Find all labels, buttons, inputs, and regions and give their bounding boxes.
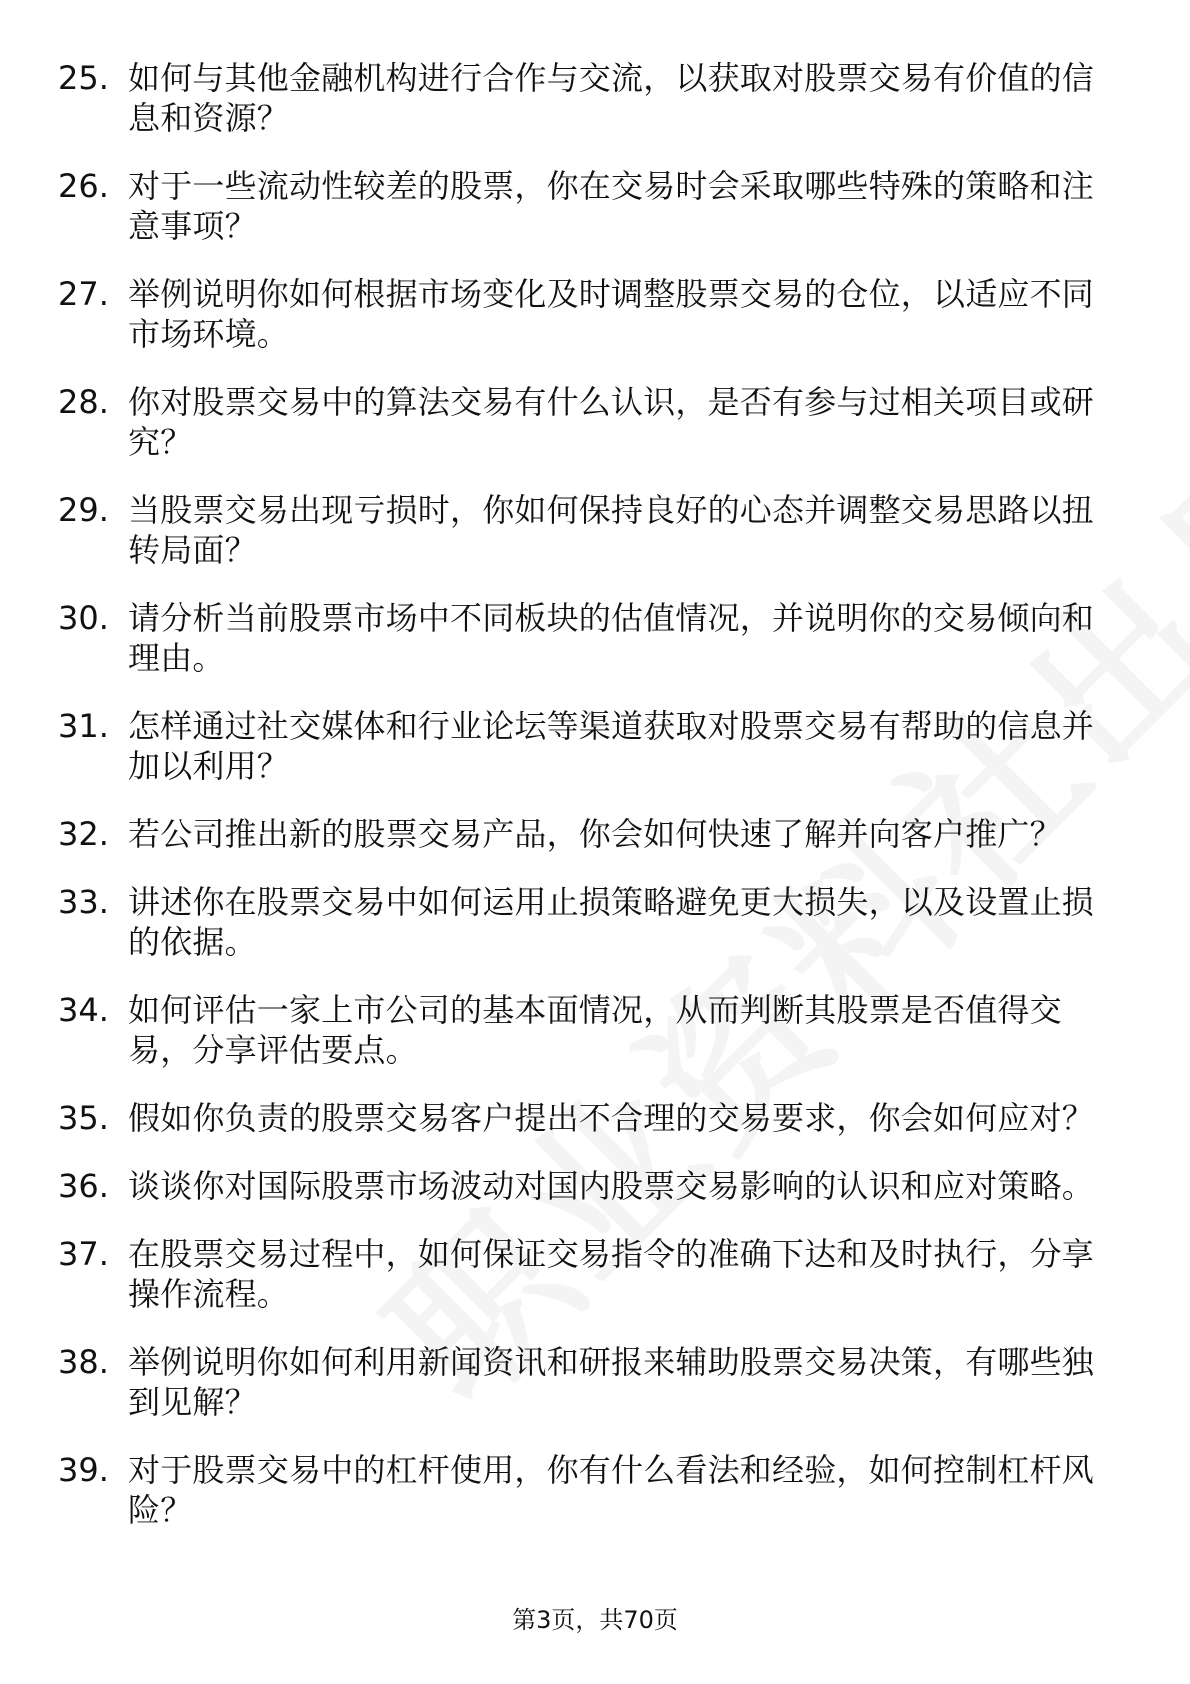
question-text: 你对股票交易中的算法交易有什么认识，是否有参与过相关项目或研究？ — [128, 383, 1095, 461]
question-item — [58, 274, 1118, 354]
question-number: 29. — [58, 491, 109, 529]
question-item — [58, 1234, 1118, 1314]
question-text: 请分析当前股票市场中不同板块的估值情况，并说明你的交易倾向和理由。 — [128, 599, 1095, 677]
question-text: 对于股票交易中的杠杆使用，你有什么看法和经验，如何控制杠杆风险？ — [128, 1451, 1095, 1529]
question-number: 36. — [58, 1167, 109, 1205]
question-number: 28. — [58, 383, 109, 421]
question-text: 谈谈你对国际股票市场波动对国内股票交易影响的认识和应对策略。 — [128, 1167, 1095, 1205]
question-text: 对于一些流动性较差的股票，你在交易时会采取哪些特殊的策略和注意事项？ — [128, 167, 1095, 245]
question-list — [58, 58, 1118, 1558]
question-number: 37. — [58, 1235, 109, 1273]
question-text: 如何评估一家上市公司的基本面情况，从而判断其股票是否值得交易，分享评估要点。 — [128, 991, 1062, 1069]
question-number: 32. — [58, 815, 109, 853]
page-footer: 第3页，共70页 — [512, 1606, 678, 1634]
question-number: 33. — [58, 883, 109, 921]
question-item — [58, 490, 1118, 570]
question-item — [58, 598, 1118, 678]
question-number: 38. — [58, 1343, 109, 1381]
question-text: 若公司推出新的股票交易产品，你会如何快速了解并向客户推广？ — [128, 815, 1062, 853]
question-item — [58, 382, 1118, 462]
question-item — [58, 706, 1118, 786]
question-number: 31. — [58, 707, 109, 745]
question-text: 当股票交易出现亏损时，你如何保持良好的心态并调整交易思路以扭转局面？ — [128, 491, 1095, 569]
question-number: 35. — [58, 1099, 109, 1137]
question-text: 如何与其他金融机构进行合作与交流，以获取对股票交易有价值的信息和资源？ — [128, 59, 1095, 137]
question-item — [58, 1098, 1118, 1138]
question-text: 怎样通过社交媒体和行业论坛等渠道获取对股票交易有帮助的信息并加以利用？ — [128, 707, 1095, 785]
question-item — [58, 1342, 1118, 1422]
question-item — [58, 1450, 1118, 1530]
question-item — [58, 1166, 1118, 1206]
question-number: 26. — [58, 167, 109, 205]
question-number: 30. — [58, 599, 109, 637]
question-item — [58, 166, 1118, 246]
question-text: 在股票交易过程中，如何保证交易指令的准确下达和及时执行，分享操作流程。 — [128, 1235, 1095, 1313]
question-text: 假如你负责的股票交易客户提出不合理的交易要求，你会如何应对？ — [128, 1099, 1095, 1137]
question-item — [58, 58, 1118, 138]
question-number: 34. — [58, 991, 109, 1029]
question-item — [58, 814, 1118, 854]
question-text: 讲述你在股票交易中如何运用止损策略避免更大损失，以及设置止损的依据。 — [128, 883, 1095, 961]
question-item — [58, 882, 1118, 962]
question-number: 25. — [58, 59, 109, 97]
question-number: 39. — [58, 1451, 109, 1489]
question-text: 举例说明你如何利用新闻资讯和研报来辅助股票交易决策，有哪些独到见解？ — [128, 1343, 1095, 1421]
question-text: 举例说明你如何根据市场变化及时调整股票交易的仓位，以适应不同市场环境。 — [128, 275, 1095, 353]
question-number: 27. — [58, 275, 109, 313]
question-item — [58, 990, 1118, 1070]
